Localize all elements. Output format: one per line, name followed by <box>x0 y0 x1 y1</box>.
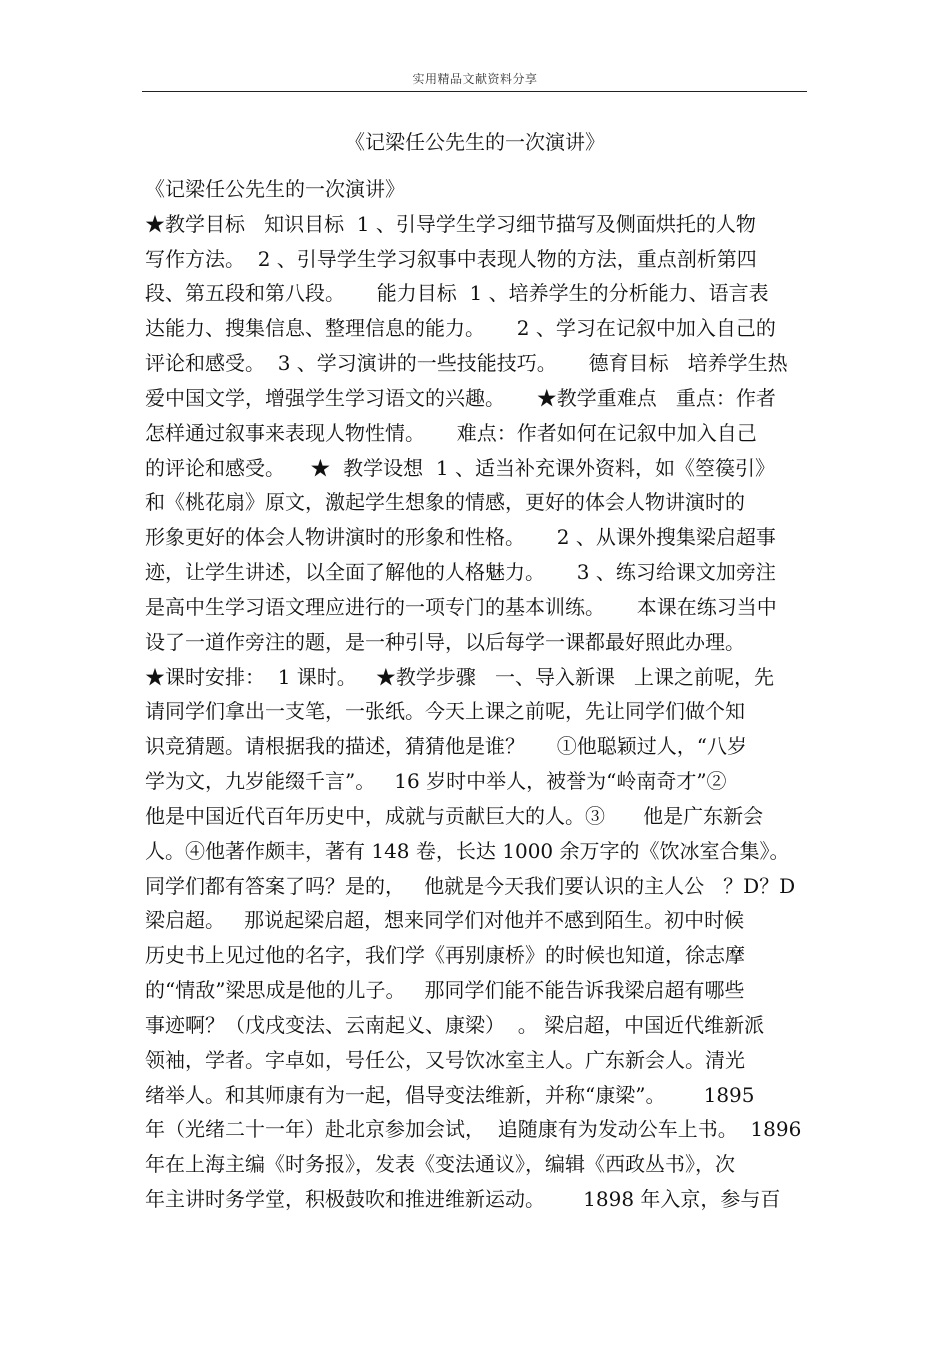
body-line: 设了一道作旁注的题，是一种引导，以后每学一课都最好照此办理。 <box>145 629 745 654</box>
body-line: 迹，让学生讲述，以全面了解他的人格魅力。 3 、练习给课文加旁注 <box>145 560 776 585</box>
body-line: 年在上海主编《时务报》，发表《变法通议》，编辑《西政丛书》，次 <box>145 1152 735 1177</box>
body-line: 《记梁任公先生的一次演讲》 <box>145 177 405 201</box>
body-line: 年主讲时务学堂，积极鼓吹和推进维新运动。 1898 年入京，参与百 <box>145 1187 781 1212</box>
body-line: ★教学目标 知识目标 1 、引导学生学习细节描写及侧面烘托的人物 <box>145 211 756 236</box>
body-line: 怎样通过叙事来表现人物性情。 难点：作者如何在记叙中加入自己 <box>145 420 757 445</box>
body-line: 达能力、搜集信息、整理信息的能力。 2 、学习在记叙中加入自己的 <box>145 316 776 341</box>
body-line: 绪举人。和其师康有为一起，倡导变法维新，并称“康梁”。 1895 <box>145 1082 755 1107</box>
body-line: 年（光绪二十一年）赴北京参加会试， 追随康有为发动公车上书。 1896 <box>145 1117 802 1142</box>
body-line: 请同学们拿出一支笔，一张纸。今天上课之前呢，先让同学们做个知 <box>145 699 745 724</box>
body-line: 和《桃花扇》原文，激起学生想象的情感，更好的体会人物讲演时的 <box>145 490 745 515</box>
body-line: 的评论和感受。 ★ 教学设想 1 、适当补充课外资料，如《箜篌引》 <box>145 455 775 480</box>
body-line: 评论和感受。 3 、学习演讲的一些技能技巧。 德育目标 培养学生热 <box>145 351 788 376</box>
running-header: 实用精品文献资料分享 <box>412 72 538 86</box>
body-line: 形象更好的体会人物讲演时的形象和性格。 2 、从课外搜集梁启超事 <box>145 525 776 550</box>
body-line: 同学们都有答案了吗？是的， 他就是今天我们要认识的主人公 ？D？D <box>145 873 796 898</box>
body-line: 事迹啊？（戊戌变法、云南起义、康梁） 。 梁启超，中国近代维新派 <box>145 1012 765 1037</box>
document-body <box>145 172 817 1217</box>
body-line: 爱中国文学，增强学生学习语文的兴趣。 ★教学重难点 重点：作者 <box>145 385 776 410</box>
body-line: 领袖，学者。字卓如，号任公，又号饮冰室主人。广东新会人。清光 <box>145 1047 745 1072</box>
body-line: 段、第五段和第八段。 能力目标 1 、培养学生的分析能力、语言表 <box>145 281 769 306</box>
body-line: 写作方法。 2 、引导学生学习叙事中表现人物的方法，重点剖析第四 <box>145 246 757 271</box>
header-divider <box>142 91 807 92</box>
body-line: 是高中生学习语文理应进行的一项专门的基本训练。 本课在练习当中 <box>145 594 777 619</box>
body-line: 梁启超。 那说起梁启超，想来同学们对他并不感到陌生。初中时候 <box>145 908 745 933</box>
body-line: 学为文，九岁能缀千言”。 16 岁时中举人，被誉为“岭南奇才”② <box>145 769 727 794</box>
document-title: 《记梁任公先生的一次演讲》 <box>345 130 605 154</box>
body-line: 的“情敌”梁思成是他的儿子。 那同学们能不能告诉我梁启超有哪些 <box>145 978 745 1003</box>
body-line: 他是中国近代百年历史中，成就与贡献巨大的人。③ 他是广东新会 <box>145 803 764 828</box>
body-line: ★课时安排： 1 课时。 ★教学步骤 一、导入新课 上课之前呢，先 <box>145 664 775 689</box>
body-line: 人。④他著作颇丰，著有 148 卷，长达 1000 余万字的《饮冰室合集》。 <box>145 838 790 863</box>
body-line: 识竞猜题。请根据我的描述，猜猜他是谁？ ①他聪颖过人，“八岁 <box>145 734 748 759</box>
body-line: 历史书上见过他的名字，我们学《再别康桥》的时候也知道，徐志摩 <box>145 943 745 968</box>
